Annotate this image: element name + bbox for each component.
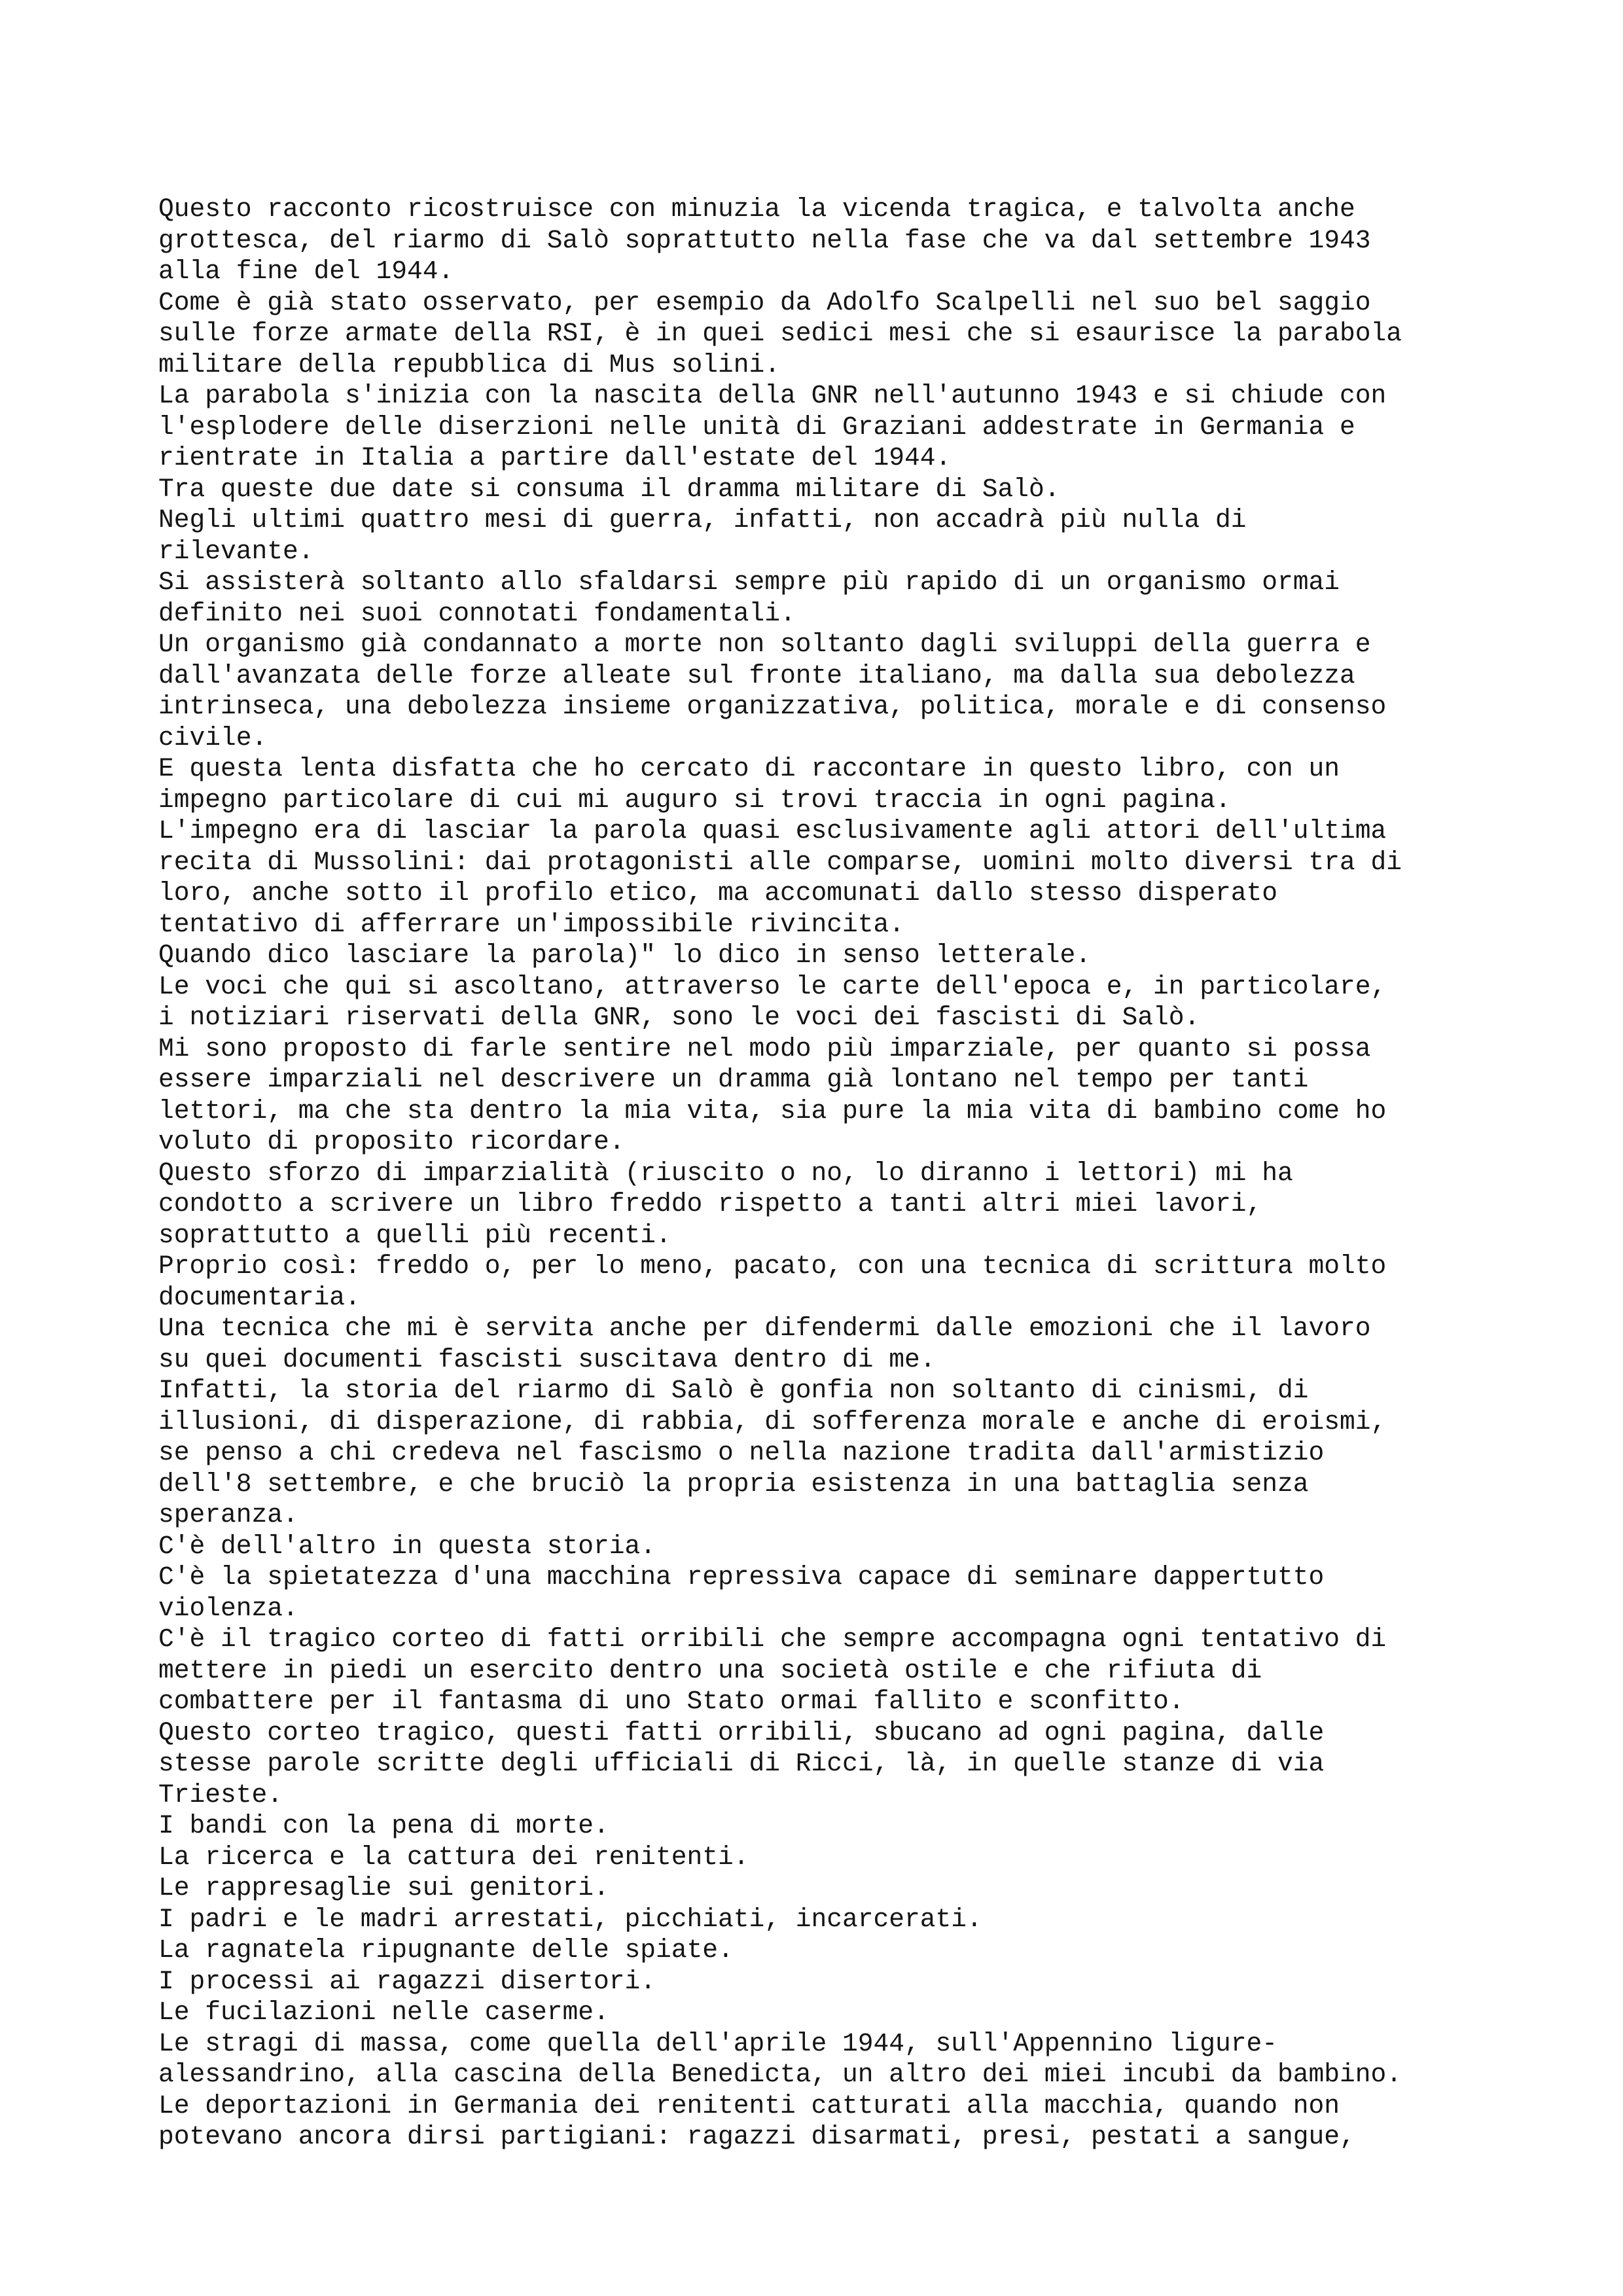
text-line: Come è già stato osservato, per esempio da Adolfo Scalpelli nel suo bel saggio xyxy=(158,287,1371,317)
text-line: Un organismo già condannato a morte non soltanto dagli sviluppi della guerra e xyxy=(158,630,1371,659)
text-line: Le stragi di massa, come quella dell'aprile 1944, sull'Appennino ligure- xyxy=(158,2028,1278,2058)
text-line: Proprio così: freddo o, per lo meno, pacato, con una tecnica di scrittura molto xyxy=(158,1251,1387,1281)
text-line: militare della repubblica di Mus solini. xyxy=(158,350,781,380)
text-line: violenza. xyxy=(158,1593,298,1623)
text-line: L'impegno era di lasciar la parola quasi esclusivamente agli attori dell'ultima xyxy=(158,816,1387,846)
text-line: alessandrino, alla cascina della Benedicta, un altro dei miei incubi da bambino. xyxy=(158,2060,1402,2089)
text-line: su quei documenti fascisti suscitava dentro di me. xyxy=(158,1344,936,1374)
text-line: civile. xyxy=(158,723,268,753)
text-line: se penso a chi credeva nel fascismo o nella nazione tradita dall'armistizio xyxy=(158,1438,1325,1467)
text-line: stesse parole scritte degli ufficiali di Ricci, là, in quelle stanze di via xyxy=(158,1749,1325,1778)
text-line: C'è la spietatezza d'una macchina repressiva capace di seminare dappertutto xyxy=(158,1562,1325,1592)
text-line: Infatti, la storia del riarmo di Salò è gonfia non soltanto di cinismi, di xyxy=(158,1376,1309,1405)
text-line: i notiziari riservati della GNR, sono le voci dei fascisti di Salò. xyxy=(158,1003,1200,1032)
text-line: Una tecnica che mi è servita anche per difendermi dalle emozioni che il lavoro xyxy=(158,1314,1371,1343)
text-line: rientrate in Italia a partire dall'estate del 1944. xyxy=(158,443,952,473)
text-line: dall'avanzata delle forze alleate sul fronte italiano, ma dalla sua debolezza xyxy=(158,660,1355,691)
text-line: Le deportazioni in Germania dei renitenti catturati alla macchia, quando non xyxy=(158,2090,1340,2121)
text-line: loro, anche sotto il profilo etico, ma accomunati dallo stesso disperato xyxy=(158,878,1278,908)
text-line: rilevante. xyxy=(158,536,314,566)
text-line: speranza. xyxy=(158,1500,298,1530)
text-line: intrinseca, una debolezza insieme organizzativa, politica, morale e di consenso xyxy=(158,692,1387,721)
text-line: sulle forze armate della RSI, è in quei sedici mesi che si esaurisce la parabola xyxy=(158,319,1402,348)
text-line: I padri e le madri arrestati, picchiati, incarcerati. xyxy=(158,1904,982,1934)
text-line: La ricerca e la cattura dei renitenti. xyxy=(158,1842,749,1872)
text-line: C'è dell'altro in questa storia. xyxy=(158,1531,656,1561)
body-text xyxy=(158,194,1598,2153)
text-line: lettori, ma che sta dentro la mia vita, sia pure la mia vita di bambino come ho xyxy=(158,1096,1387,1126)
text-line: tentativo di afferrare un'impossibile rivincita. xyxy=(158,909,905,939)
text-line: grottesca, del riarmo di Salò soprattutto nella fase che va dal settembre 1943 xyxy=(158,225,1371,255)
text-line: Le fucilazioni nelle caserme. xyxy=(158,1998,609,2027)
text-line: dell'8 settembre, e che bruciò la propria esistenza in una battaglia senza xyxy=(158,1469,1309,1499)
text-line: La ragnatela ripugnante delle spiate. xyxy=(158,1935,734,1965)
text-line: Le rappresaglie sui genitori. xyxy=(158,1873,609,1903)
text-line: l'esplodere delle diserzioni nelle unità di Graziani addestrate in Germania e xyxy=(158,412,1355,442)
text-line: Le voci che qui si ascoltano, attraverso le carte dell'epoca e, in particolare, xyxy=(158,971,1387,1001)
text-line: Mi sono proposto di farle sentire nel modo più imparziale, per quanto si possa xyxy=(158,1033,1371,1064)
text-line: recita di Mussolini: dai protagonisti alle comparse, uomini molto diversi tra di xyxy=(158,847,1402,877)
text-line: voluto di proposito ricordare. xyxy=(158,1127,625,1157)
text-line: mettere in piedi un esercito dentro una società ostile e che rifiuta di xyxy=(158,1655,1262,1685)
text-line: La parabola s'inizia con la nascita della GNR nell'autunno 1943 e si chiude con xyxy=(158,381,1387,410)
text-line: combattere per il fantasma di uno Stato ormai fallito e sconfitto. xyxy=(158,1687,1185,1716)
text-line: alla fine del 1944. xyxy=(158,257,454,286)
text-line: Trieste. xyxy=(158,1780,283,1810)
text-line: impegno particolare di cui mi auguro si trovi traccia in ogni pagina. xyxy=(158,785,1231,815)
text-line: illusioni, di disperazione, di rabbia, di sofferenza morale e anche di eroismi, xyxy=(158,1407,1387,1437)
text-line: I processi ai ragazzi disertori. xyxy=(158,1966,656,1996)
text-line: Quando dico lasciare la parola)" lo dico in senso letterale. xyxy=(158,941,1092,970)
text-line: definito nei suoi connotati fondamentali. xyxy=(158,598,796,628)
text-line: potevano ancora dirsi partigiani: ragazzi disarmati, presi, pestati a sangue, xyxy=(158,2122,1355,2151)
text-line: soprattutto a quelli più recenti. xyxy=(158,1220,671,1250)
text-line: Questo sforzo di imparzialità (riuscito o no, lo diranno i lettori) mi ha xyxy=(158,1158,1293,1188)
text-line: condotto a scrivere un libro freddo rispetto a tanti altri miei lavori, xyxy=(158,1189,1262,1219)
text-line: C'è il tragico corteo di fatti orribili che sempre accompagna ogni tentativo di xyxy=(158,1624,1387,1654)
text-line: Negli ultimi quattro mesi di guerra, infatti, non accadrà più nulla di xyxy=(158,505,1247,535)
text-line: E questa lenta disfatta che ho cercato di raccontare in questo libro, con un xyxy=(158,754,1340,783)
text-line: I bandi con la pena di morte. xyxy=(158,1811,609,1840)
text-line: essere imparziali nel descrivere un dramma già lontano nel tempo per tanti xyxy=(158,1065,1309,1094)
text-line: Si assisterà soltanto allo sfaldarsi sempre più rapido di un organismo ormai xyxy=(158,567,1340,597)
text-line: Tra queste due date si consuma il dramma militare di Salò. xyxy=(158,474,1060,504)
text-line: Questo racconto ricostruisce con minuzia la vicenda tragica, e talvolta anche xyxy=(158,194,1355,224)
text-line: Questo corteo tragico, questi fatti orribili, sbucano ad ogni pagina, dalle xyxy=(158,1717,1325,1748)
text-line: documentaria. xyxy=(158,1282,361,1312)
